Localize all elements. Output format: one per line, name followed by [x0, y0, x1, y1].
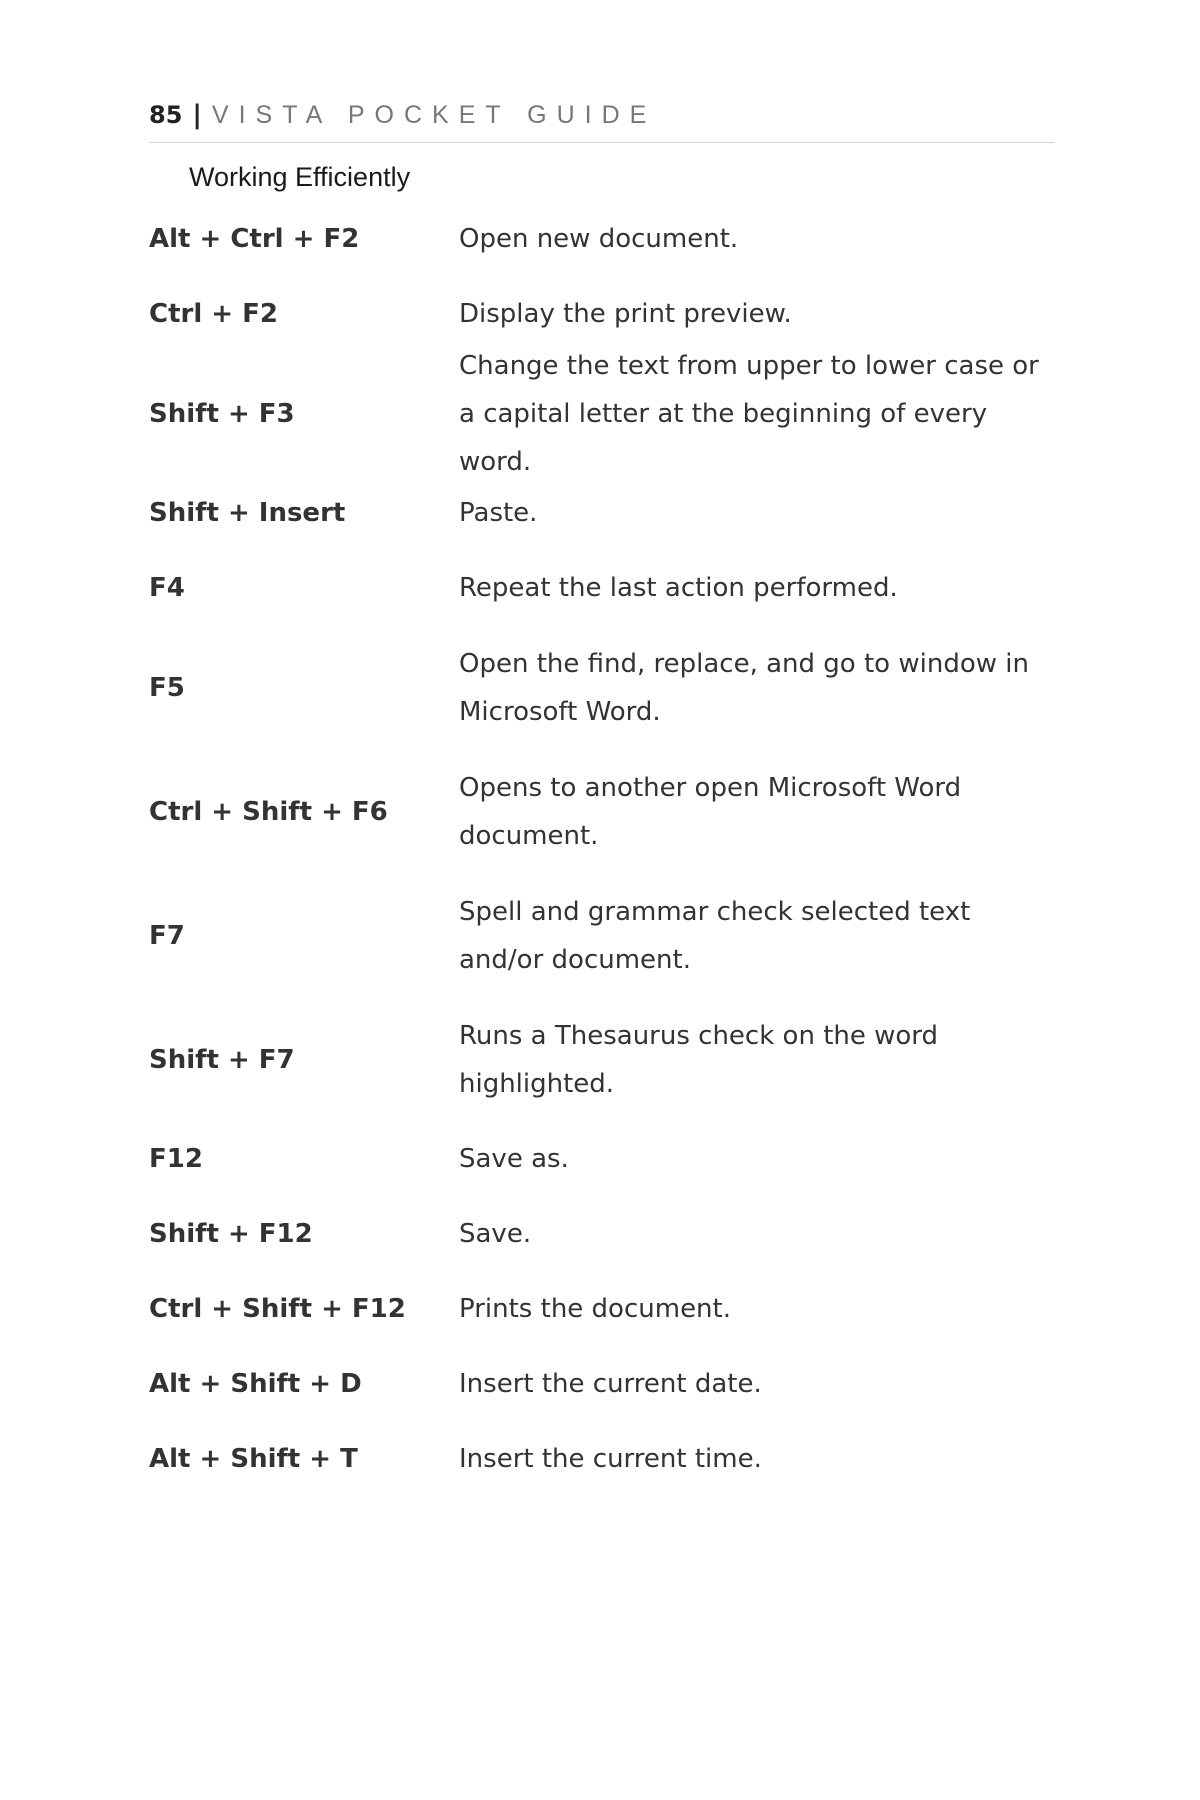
header-separator: | — [192, 100, 202, 130]
shortcut-key: F7 — [149, 920, 185, 951]
shortcut-description: Insert the current time. — [459, 1444, 762, 1474]
shortcut-row — [149, 290, 1054, 338]
shortcut-row — [149, 763, 1054, 860]
shortcut-row — [149, 639, 1054, 736]
shortcut-description: Opens to another open Microsoft Word document. — [459, 772, 962, 851]
shortcut-description: Paste. — [459, 498, 538, 528]
shortcut-row — [149, 489, 1054, 537]
shortcut-key: Ctrl + Shift + F12 — [149, 1294, 406, 1324]
shortcut-table — [149, 215, 1054, 1483]
shortcut-key: Ctrl + F2 — [149, 299, 278, 329]
book-title: VISTA POCKET GUIDE — [211, 101, 657, 129]
shortcut-row — [149, 1210, 1054, 1258]
shortcut-description: Repeat the last action performed. — [459, 573, 898, 603]
shortcut-key: Alt + Shift + D — [149, 1369, 362, 1399]
shortcut-key: F5 — [149, 672, 185, 703]
shortcut-description: Prints the document. — [459, 1294, 731, 1324]
shortcut-row — [149, 215, 1054, 263]
page-number: 85 — [149, 101, 183, 129]
shortcut-description: Open the find, replace, and go to window in Microsoft Word. — [459, 648, 1029, 727]
section-title: Working Efficiently — [189, 162, 411, 192]
shortcut-description: Spell and grammar check selected text and/or document. — [459, 896, 971, 975]
shortcut-description: Runs a Thesaurus check on the word highlighted. — [459, 1020, 939, 1099]
shortcut-key: Shift + Insert — [149, 498, 346, 528]
shortcut-description: Open new document. — [459, 224, 739, 254]
shortcut-key: Ctrl + Shift + F6 — [149, 796, 388, 827]
shortcut-description: Display the print preview. — [459, 299, 792, 329]
shortcut-row — [149, 350, 1054, 477]
shortcut-row — [149, 887, 1054, 984]
shortcut-key: F4 — [149, 573, 185, 603]
shortcut-description: Change the text from upper to lower case or a capital letter at the beginning of every word. — [459, 350, 1039, 477]
shortcut-key: Shift + F7 — [149, 1044, 295, 1075]
shortcut-key: F12 — [149, 1144, 203, 1174]
shortcut-key: Shift + F3 — [149, 398, 295, 429]
shortcut-description: Save as. — [459, 1144, 569, 1174]
shortcut-row — [149, 1360, 1054, 1408]
page-header — [149, 100, 1054, 143]
shortcut-key: Shift + F12 — [149, 1219, 313, 1249]
shortcut-row — [149, 1011, 1054, 1108]
shortcut-description: Insert the current date. — [459, 1369, 762, 1399]
shortcut-key: Alt + Ctrl + F2 — [149, 224, 360, 254]
shortcut-row — [149, 564, 1054, 612]
document-page — [149, 100, 1054, 1510]
shortcut-row — [149, 1285, 1054, 1333]
shortcut-row — [149, 1135, 1054, 1183]
shortcut-key: Alt + Shift + T — [149, 1444, 358, 1474]
shortcut-row — [149, 1435, 1054, 1483]
shortcut-description: Save. — [459, 1219, 532, 1249]
